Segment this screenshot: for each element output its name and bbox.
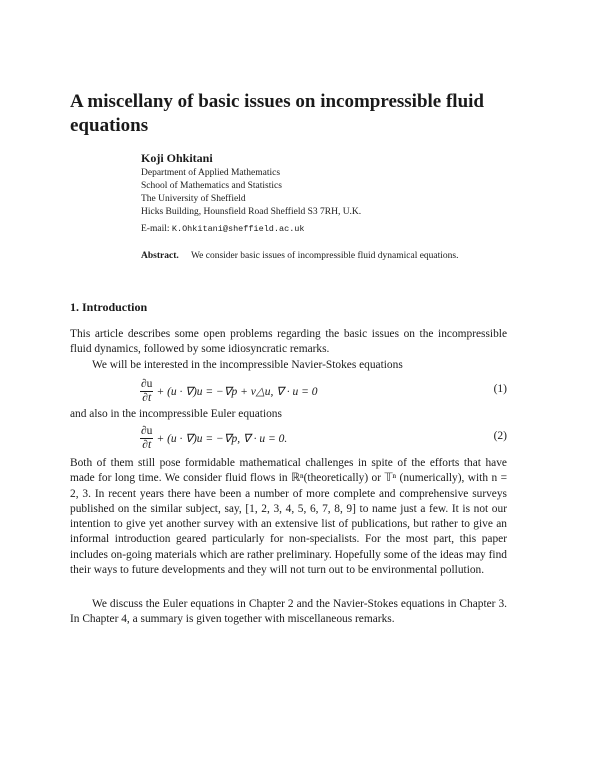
fraction [140, 378, 153, 405]
section-heading: 1. Introduction [70, 300, 148, 314]
equation-number: (2) [493, 430, 507, 442]
affiliation-line: Department of Applied Mathematics [141, 168, 281, 178]
paper-title: A miscellany of basic issues on incompressible fluid equations [70, 91, 485, 136]
abstract [141, 251, 531, 261]
equation-euler [140, 420, 507, 456]
fraction-denominator: ∂t [142, 438, 152, 451]
paragraph: This article describes some open problems regarding the basic issues on the incompressible fluid dynamics, followed by some idiosyncratic remarks. [70, 328, 507, 356]
affiliation-line: Hicks Building, Hounsfield Road Sheffield S3 7RH, U.K. [141, 207, 362, 217]
fraction-numerator: ∂u [141, 424, 153, 437]
equation-body: + (u · ∇)u = −∇p, ∇ · u = 0. [156, 433, 288, 445]
equation-navier-stokes [140, 373, 507, 409]
abstract-label: Abstract. [141, 251, 179, 261]
email-line [141, 224, 305, 234]
paragraph: Both of them still pose formidable mathematical challenges in spite of the efforts that have made for long time. We consider fluid flows in ℝⁿ(theoretically) or 𝕋ⁿ (numerically), with n = 2, 3. In recent years there have been a number of more complete and comprehensive surveys published on the similar subject, say, [1, 2, 3, 4, 5, 6, 7, 8, 9] to name just a few. It is not our intention to give yet another survey with an extensive list of publications, but rather to give an informal introduction geared particularly for non-specialists. For the most part, this paper includes on-going materials which are rather preliminary. Hopefully some of the ideas may find their ways to future developments and they will not turn out to be environmental pollution. [70, 457, 507, 577]
paragraph: We will be interested in the incompressible Navier-Stokes equations [92, 359, 403, 371]
paragraph: We discuss the Euler equations in Chapter 2 and the Navier-Stokes equations in Chapter 3. In Chapter 4, a summary is given together with miscellaneous remarks. [70, 598, 507, 626]
affiliation-line: School of Mathematics and Statistics [141, 181, 282, 191]
fraction-numerator: ∂u [141, 377, 153, 390]
email-address: K.Ohkitani@sheffield.ac.uk [171, 224, 305, 234]
paragraph: and also in the incompressible Euler equations [70, 408, 282, 420]
fraction-denominator: ∂t [142, 391, 152, 404]
abstract-text: We consider basic issues of incompressible fluid dynamical equations. [190, 251, 459, 261]
fraction [140, 425, 153, 452]
author-name: Koji Ohkitani [141, 151, 213, 165]
equation-number: (1) [493, 383, 507, 395]
affiliation-line: The University of Sheffield [141, 194, 246, 204]
email-label: E-mail: [141, 224, 170, 234]
equation-body: + (u · ∇)u = −∇p + ν△u, ∇ · u = 0 [156, 386, 318, 398]
